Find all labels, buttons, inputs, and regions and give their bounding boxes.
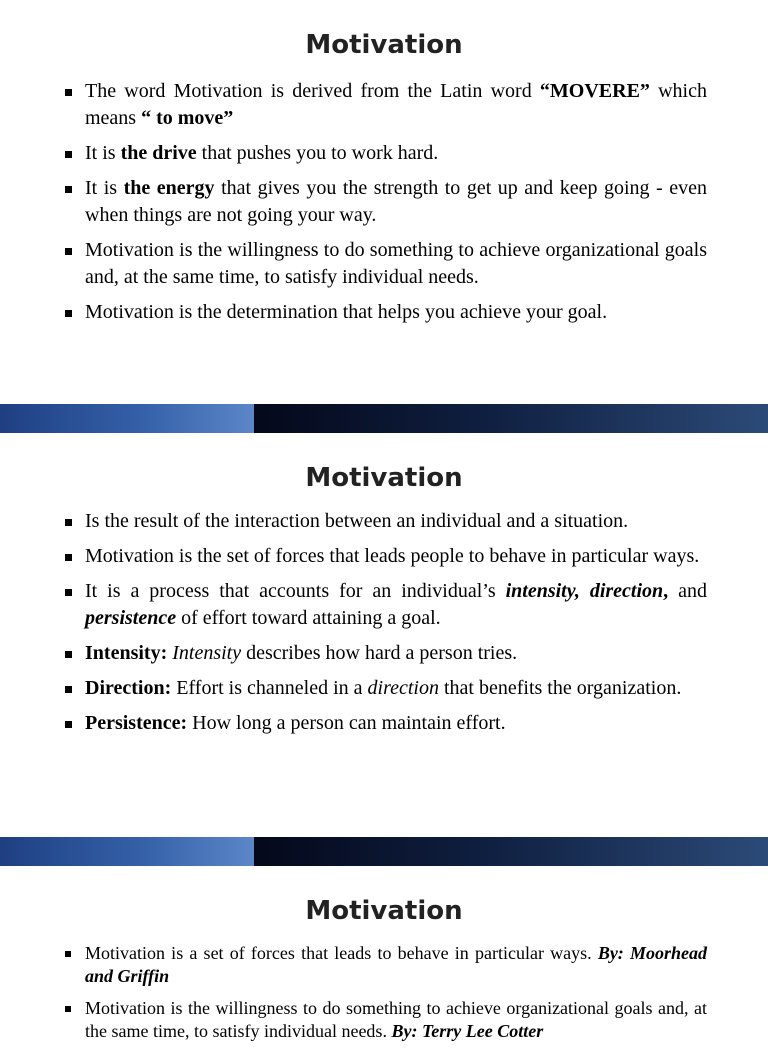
- bullet-text-run: the drive: [120, 142, 197, 164]
- divider-right-band: [254, 837, 768, 866]
- slide-3: [0, 866, 768, 1041]
- bullet-text-run: which means: [85, 80, 707, 129]
- bullet-text-run: of effort toward attaining a goal.: [176, 607, 441, 629]
- bullet-text-run: Motivation is a set of forces that leads to behave in particular ways.: [85, 943, 598, 963]
- bullet-list: [63, 78, 707, 334]
- bullet-text-run: Intensity:: [85, 642, 168, 664]
- bullet-text-run: “ to move”: [141, 107, 234, 129]
- bullet-text-run: By: Moorhead and Griffin: [85, 943, 708, 986]
- bullet-item: [63, 997, 707, 1043]
- bullet-item: [63, 299, 707, 326]
- bullet-item: [63, 508, 707, 535]
- slide-1: [0, 0, 768, 404]
- divider-left-band: [0, 404, 254, 433]
- bullet-text-run: Is the result of the interaction between an individual and a situation.: [85, 510, 629, 532]
- bullet-text-run: persistence: [85, 607, 177, 629]
- bullet-item: [63, 710, 707, 737]
- bullet-list: [63, 942, 707, 1052]
- bullet-text-run: It is: [85, 142, 121, 164]
- bullet-item: [63, 78, 707, 132]
- bullet-item: [63, 942, 707, 988]
- bullet-text-run: Intensity: [172, 642, 242, 664]
- bullet-text-run: By: Terry Lee Cotter: [391, 1021, 544, 1041]
- bullet-text-run: Direction:: [85, 677, 172, 699]
- bullet-text-run: How long a person can maintain effort.: [187, 712, 506, 734]
- bullet-text-run: that gives you the strength to get up and keep going - even when things are not going your way.: [85, 177, 707, 226]
- bullet-text-run: that pushes you to work hard.: [196, 142, 439, 164]
- bullet-item: [63, 175, 707, 229]
- bullet-text-run: Persistence:: [85, 712, 188, 734]
- bullet-item: [63, 237, 707, 291]
- slide-title: Motivation: [305, 896, 463, 926]
- bullet-text-run: the energy: [123, 177, 215, 199]
- slide-title: Motivation: [305, 30, 463, 60]
- bullet-text-run: Motivation is the determination that helps you achieve your goal.: [85, 301, 608, 323]
- slide-divider: [0, 837, 768, 866]
- bullet-text-run: ,: [663, 580, 669, 602]
- slide-title: Motivation: [305, 463, 463, 493]
- bullet-text-run: The word Motivation is derived from the Latin word: [85, 80, 540, 102]
- bullet-text-run: that benefits the organization.: [438, 677, 682, 699]
- bullet-text-run: describes how hard a person tries.: [241, 642, 518, 664]
- bullet-text-run: and: [668, 580, 707, 602]
- bullet-item: [63, 578, 707, 632]
- bullet-text-run: Motivation is the set of forces that leads people to behave in particular ways.: [85, 545, 700, 567]
- bullet-text-run: intensity, direction: [505, 580, 664, 602]
- bullet-text-run: Effort is channeled in a: [171, 677, 368, 699]
- bullet-text-run: Motivation is the willingness to do something to achieve organizational goals and, at the same time, to satisfy individual needs.: [85, 998, 707, 1041]
- bullet-text-run: It is a process that accounts for an individual’s: [85, 580, 506, 602]
- bullet-item: [63, 543, 707, 570]
- divider-right-band: [254, 404, 768, 433]
- slide-divider: [0, 404, 768, 433]
- bullet-item: [63, 140, 707, 167]
- bullet-text-run: direction: [367, 677, 439, 699]
- bullet-text-run: “MOVERE”: [539, 80, 650, 102]
- bullet-item: [63, 675, 707, 702]
- slide-2: [0, 433, 768, 837]
- bullet-item: [63, 640, 707, 667]
- divider-left-band: [0, 837, 254, 866]
- bullet-text-run: It is: [85, 177, 124, 199]
- bullet-text-run: Motivation is the willingness to do something to achieve organizational goals and, at the same time, to satisfy individual needs.: [85, 239, 707, 288]
- bullet-list: [63, 508, 707, 745]
